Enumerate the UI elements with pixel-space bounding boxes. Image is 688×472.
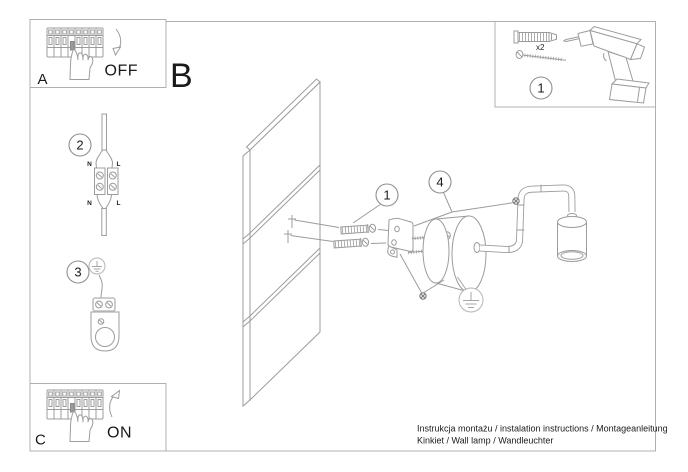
breaker-panel-hand-icon <box>47 28 103 80</box>
svg-text:2: 2 <box>76 137 84 153</box>
on-label: ON <box>107 424 132 442</box>
drill-icon <box>564 27 650 104</box>
wall-plug-icon <box>514 31 557 43</box>
wall-anchor-screw-icon <box>334 238 369 249</box>
footer-line-1: Instrukcja montażu / instalation instructions / Montageanleitung <box>417 423 668 434</box>
anchor-qty-label: x2 <box>536 43 545 52</box>
wire-label-l-top: L <box>116 161 121 168</box>
wire-label-n-top: N <box>87 161 92 168</box>
wall-illustration <box>243 79 320 406</box>
supply-cable <box>102 114 107 150</box>
callout-1-tools <box>530 77 552 99</box>
wall-bracket-plate-icon <box>91 311 119 351</box>
section-a-label: A <box>37 71 48 88</box>
step-4-lamp-assembly <box>388 171 587 312</box>
arrow-up-head <box>112 391 120 399</box>
breaker-panel-hand-icon <box>47 390 103 442</box>
canopy-icon <box>423 216 486 292</box>
svg-text:1: 1 <box>383 187 391 203</box>
callout-2 <box>69 134 91 156</box>
callout-3 <box>67 261 89 283</box>
off-label: OFF <box>104 62 138 80</box>
callout-1-mounting <box>353 184 398 223</box>
layout-frames <box>30 20 656 452</box>
bracket-terminal-icon <box>93 298 115 311</box>
lamp-arm-icon <box>480 185 572 253</box>
section-c-label: C <box>35 431 46 449</box>
arrow-down-head <box>113 47 121 55</box>
terminal-block-icon <box>95 168 119 195</box>
tools-required <box>514 27 649 104</box>
svg-text:4: 4 <box>436 174 444 190</box>
wall-anchor-screw-icon <box>341 224 376 235</box>
wire-label-n-bottom: N <box>87 200 92 207</box>
section-b-label: B <box>170 57 193 95</box>
lamp-cable <box>102 209 107 236</box>
mounting-bracket-icon <box>388 218 413 257</box>
step-3-bracket-connection <box>67 258 119 351</box>
footer-line-2: Kinkiet / Wall lamp / Wandleuchter <box>417 435 554 446</box>
lamp-shade-icon <box>558 214 587 262</box>
footer-caption <box>417 424 668 446</box>
wire-label-l-bottom: L <box>116 200 121 207</box>
step-2-wiring-diagram <box>69 114 121 236</box>
step-a-power-off <box>38 28 139 88</box>
earth-ground-icon <box>89 258 105 274</box>
step-c-power-on <box>35 390 132 449</box>
svg-text:3: 3 <box>74 264 82 280</box>
svg-text:1: 1 <box>537 80 545 96</box>
ground-wire <box>99 275 102 298</box>
set-screw-icon <box>513 198 519 204</box>
